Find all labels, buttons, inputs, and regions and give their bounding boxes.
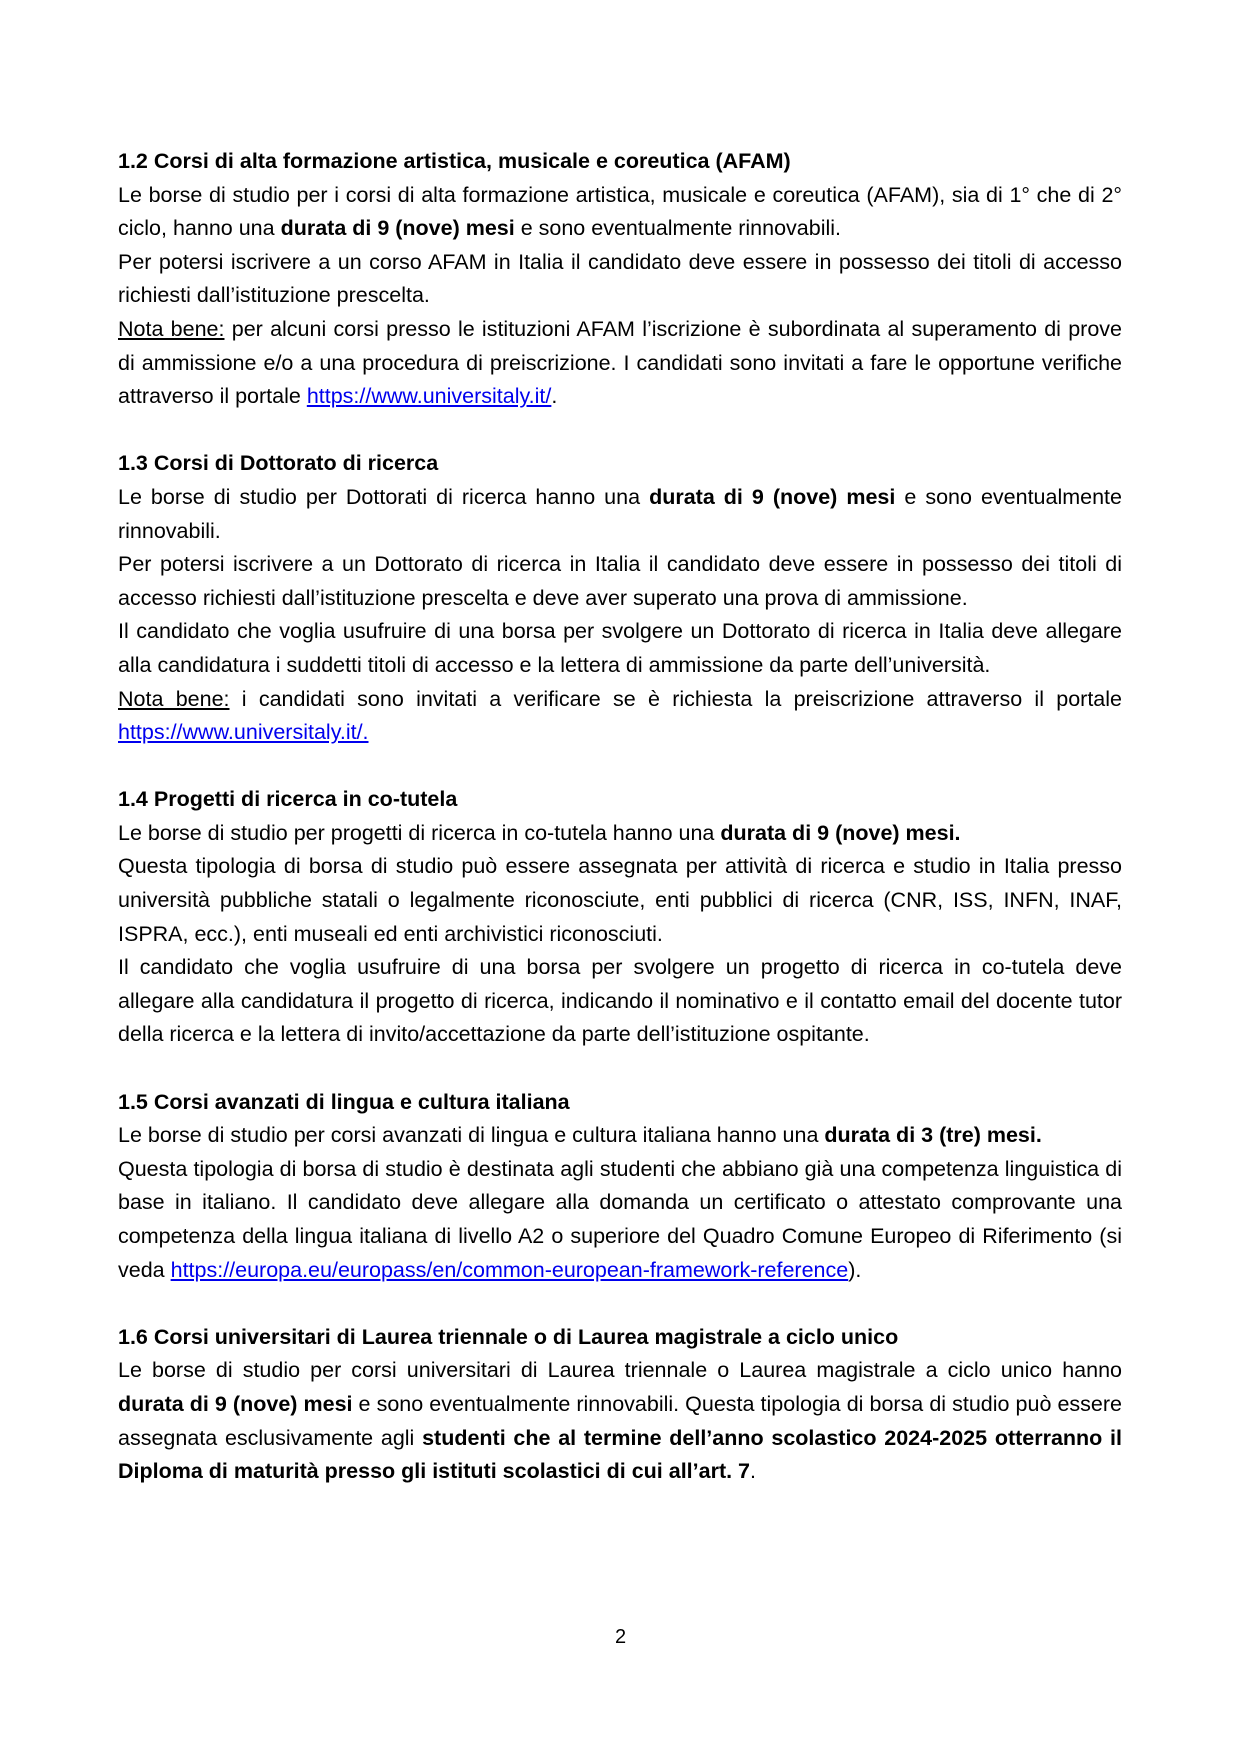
paragraph: Questa tipologia di borsa di studio può essere assegnata per attività di ricerca e studio in Italia presso università pubbliche statali o legalmente riconosciute, enti pubblici di ricerca (CNR, ISS, INFN, INAF, ISPRA, ecc.), enti museali ed enti archivistici riconosciuti. bbox=[118, 854, 1122, 946]
paragraph bbox=[118, 817, 1122, 851]
page-number: 2 bbox=[614, 1626, 627, 1648]
text: ). bbox=[848, 1257, 862, 1282]
section-heading: 1.2 Corsi di alta formazione artistica, musicale e coreutica (AFAM) bbox=[118, 149, 791, 173]
europass-link[interactable]: https://europa.eu/europass/en/common-european-framework-reference bbox=[170, 1257, 849, 1282]
section-heading: 1.3 Corsi di Dottorato di ricerca bbox=[118, 451, 439, 476]
paragraph bbox=[118, 1119, 1122, 1153]
paragraph bbox=[118, 1153, 1122, 1287]
section-1-5 bbox=[118, 1086, 1122, 1288]
paragraph: Il candidato che voglia usufruire di una borsa per svolgere un progetto di ricerca in co-tutela deve allegare alla candidatura il progetto di ricerca, indicando il nominativo e il contatto email del docente tutor della ricerca e la lettera di invito/accettazione da parte dell’istituzione ospitante. bbox=[118, 955, 1122, 1047]
text: e sono eventualmente rinnovabili. Questa tipologia di borsa di studio può essere assegnata esclusivamente agli bbox=[118, 1391, 1122, 1450]
text: i candidati sono invitati a verificare se è richiesta la preiscrizione attraverso il portale bbox=[229, 686, 1122, 711]
section-1-6 bbox=[118, 1321, 1122, 1489]
paragraph bbox=[118, 1354, 1122, 1488]
text: Le borse di studio per progetti di ricerca in co-tutela hanno una bbox=[118, 820, 721, 845]
universitaly-link[interactable]: https://www.universitaly.it/. bbox=[118, 720, 369, 745]
document-page bbox=[118, 145, 1122, 1522]
paragraph: Il candidato che voglia usufruire di una borsa per svolgere un Dottorato di ricerca in Italia deve allegare alla candidatura i suddetti titoli di accesso e la lettera di ammissione da parte dell’università. bbox=[118, 619, 1122, 677]
paragraph bbox=[118, 481, 1122, 548]
text: e sono eventualmente rinnovabili. bbox=[118, 484, 1122, 543]
paragraph: Per potersi iscrivere a un corso AFAM in Italia il candidato deve essere in possesso dei titoli di accesso richiesti dall’istituzione prescelta. bbox=[118, 249, 1122, 308]
bold-text: durata di 3 (tre) mesi. bbox=[824, 1123, 1042, 1148]
text: e sono eventualmente rinnovabili. bbox=[514, 216, 842, 241]
section-1-2 bbox=[118, 145, 1122, 414]
text: Le borse di studio per corsi avanzati di lingua e cultura italiana hanno una bbox=[118, 1123, 825, 1148]
universitaly-link[interactable]: https://www.universitaly.it/ bbox=[306, 384, 552, 409]
section-heading: 1.4 Progetti di ricerca in co-tutela bbox=[118, 787, 458, 812]
text: Questa tipologia di borsa di studio è destinata agli studenti che abbiano già una competenza linguistica di base in italiano. Il candidato deve allegare alla domanda un certificato o attestato comprovante una competenza della lingua italiana di livello A2 o superiore del Quadro Comune Europeo di Riferimento (si veda bbox=[118, 1156, 1122, 1282]
bold-text: durata di 9 (nove) mesi bbox=[280, 216, 515, 241]
text: per alcuni corsi presso le istituzioni AFAM l’iscrizione è subordinata al superamento di prove di ammissione e/o a una procedura di preiscrizione. I candidati sono invitati a fare le opportune verifiche attraverso il portale bbox=[118, 316, 1122, 409]
section-heading: 1.6 Corsi universitari di Laurea triennale o di Laurea magistrale a ciclo unico bbox=[118, 1324, 899, 1349]
bold-text: durata di 9 (nove) mesi. bbox=[720, 820, 961, 845]
section-1-4 bbox=[118, 783, 1122, 1052]
text: . bbox=[750, 1459, 756, 1484]
section-heading: 1.5 Corsi avanzati di lingua e cultura italiana bbox=[118, 1089, 570, 1114]
paragraph: Per potersi iscrivere a un Dottorato di ricerca in Italia il candidato deve essere in possesso dei titoli di accesso richiesti dall’istituzione prescelta e deve aver superato una prova di ammissione. bbox=[118, 552, 1122, 610]
bold-text: durata di 9 (nove) mesi bbox=[118, 1391, 353, 1416]
bold-text: durata di 9 (nove) mesi bbox=[649, 484, 896, 509]
text: Le borse di studio per corsi universitari di Laurea triennale o Laurea magistrale a ciclo unico hanno bbox=[118, 1358, 1122, 1383]
paragraph bbox=[118, 179, 1122, 246]
text: Le borse di studio per Dottorati di ricerca hanno una bbox=[118, 484, 650, 509]
paragraph bbox=[118, 313, 1122, 414]
section-1-3 bbox=[118, 447, 1122, 749]
paragraph bbox=[118, 683, 1122, 750]
note-label: Nota bene: bbox=[118, 316, 225, 341]
bold-text: studenti che al termine dell’anno scolastico 2024-2025 otterranno il Diploma di maturità presso gli istituti scolastici di cui all’art. 7 bbox=[118, 1425, 1122, 1484]
note-label: Nota bene: bbox=[118, 686, 230, 711]
text: . bbox=[551, 384, 558, 409]
text: Le borse di studio per i corsi di alta formazione artistica, musicale e coreutica (AFAM), sia di 1° che di 2° ciclo, hanno una bbox=[118, 182, 1122, 241]
